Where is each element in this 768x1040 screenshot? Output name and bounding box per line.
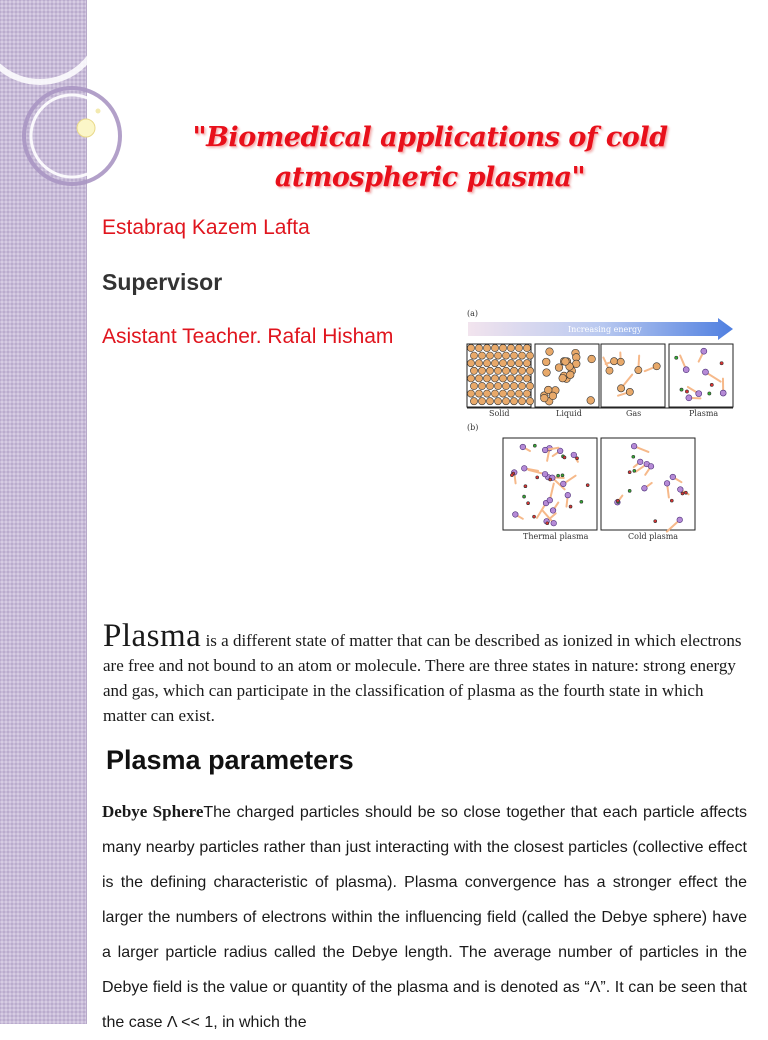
particle [510,382,517,389]
particle [684,491,687,494]
particle [576,457,579,460]
supervisor-label: Supervisor [102,269,222,296]
particle [523,344,530,351]
particle [515,375,522,382]
particle [685,390,688,393]
energy-arrow-label: Increasing energy [568,325,642,334]
particle [720,390,726,396]
particle [520,444,526,450]
particle [542,471,548,477]
particle [654,520,657,523]
particle [507,390,514,397]
particle [557,474,560,477]
particle [499,344,506,351]
particle [475,360,482,367]
particle [491,344,498,351]
particle [510,367,517,374]
particle [483,344,490,351]
panel-cold-plasma [601,438,695,532]
particle [678,487,684,493]
particle [559,374,567,382]
particle [494,398,501,405]
particle [523,360,530,367]
particle [507,344,514,351]
particle [543,369,551,377]
debye-term: Debye Sphere [102,802,203,821]
particle [515,360,522,367]
particle [486,352,493,359]
particle [631,443,637,449]
particle [502,352,509,359]
particle [491,360,498,367]
particle [513,512,519,518]
particle [523,375,530,382]
particle [617,385,624,392]
particle [547,497,553,503]
particle [546,348,554,356]
intro-text: is a different state of matter that can be described as ionized in which electrons are free and not bound to an atom or molecule. There are three states in nature: strong energy and gas, which can participate in the classification of plasma as the fourth state in which matter can exist. [103,631,742,725]
panel-b-label: (b) [467,423,478,432]
particle [533,444,536,447]
particle [675,356,678,359]
section-heading: Plasma parameters [106,745,354,776]
particle [467,375,474,382]
debye-text: The charged particles should be so close together that each particle affects many nearby particles rather than just interacting with the closest particles (collective effect is the defining characteristic of plasma). Plasma convergence has a stronger effect the larger the numbers of electrons within the influencing field (called the Debye sphere) have a larger particle radius called the Debye length. The average number of particles in the Debye field is the value or quantity of the plasma and is denoted as “Λ”. It can be seen that the case Λ << 1, in which the [102,804,747,1031]
particle [526,382,533,389]
particle [494,367,501,374]
particle [628,471,631,474]
panel-thermal-plasma [503,438,597,530]
particle [686,395,692,401]
particle [542,358,550,366]
particle [616,499,619,502]
particle [628,489,631,492]
particle [586,484,589,487]
particle [701,348,707,354]
debye-paragraph [102,794,747,1040]
particle [502,382,509,389]
particle [510,352,517,359]
particle [483,375,490,382]
particle [633,469,636,472]
particle [507,360,514,367]
particle [562,358,570,366]
particle [587,397,595,405]
particle [478,352,485,359]
particle [555,364,563,372]
particle [475,375,482,382]
particle [588,355,596,363]
particle [518,398,525,405]
particle [470,398,477,405]
particle [475,390,482,397]
particle [549,478,552,481]
particle [467,344,474,351]
particle [546,522,549,525]
particle [491,390,498,397]
particle [502,398,509,405]
particle [518,367,525,374]
intro-paragraph [103,624,743,728]
particle [510,398,517,405]
particle [551,520,557,526]
particle [680,388,683,391]
particle [606,367,613,374]
particle [637,459,643,465]
panel-solid [467,344,534,407]
particle [565,492,571,498]
state-label-liquid: Liquid [556,409,582,418]
particle [648,464,654,470]
particle [518,352,525,359]
particle [523,390,530,397]
particle [518,382,525,389]
particle [541,394,549,402]
particle [526,398,533,405]
particle [494,352,501,359]
particle [478,398,485,405]
panel-plasma [669,344,733,407]
particle [526,367,533,374]
particle [681,492,684,495]
particle [664,481,670,487]
particle [515,344,522,351]
particle [491,375,498,382]
particle [486,367,493,374]
particle [524,485,527,488]
particle [527,502,530,505]
particle [510,474,513,477]
particle [670,499,673,502]
particle [536,476,539,479]
state-label-plasma: Plasma [689,409,718,418]
particle [571,452,577,458]
particle [580,500,583,503]
author-name: Estabraq Kazem Lafta [102,216,310,240]
particle [626,388,633,395]
decorative-sidebar [0,0,87,1024]
particle [478,382,485,389]
particle [483,360,490,367]
panel-a-label: (a) [467,309,478,318]
particle [549,392,557,400]
particle [521,466,527,472]
particle [486,382,493,389]
particle [470,367,477,374]
state-label-gas: Gas [626,409,641,418]
particle [632,455,635,458]
particle [560,481,566,487]
particle [507,375,514,382]
particle [515,390,522,397]
panel-gas [601,344,665,407]
particle [470,352,477,359]
particle [467,390,474,397]
particle [569,505,572,508]
particle [610,358,617,365]
particle [550,508,556,514]
particle [720,362,723,365]
supervisor-name: Asistant Teacher. Rafal Hisham [102,325,393,349]
panel-liquid [535,344,599,407]
particle [502,367,509,374]
particle [708,392,711,395]
particle [696,391,702,397]
particle [526,352,533,359]
particle [566,371,574,379]
particle [467,360,474,367]
thermal-plasma-label: Thermal plasma [523,532,589,541]
particle [478,367,485,374]
intro-lead-word: Plasma [103,618,201,654]
particle [486,398,493,405]
particle [677,517,683,523]
particle [617,358,624,365]
particle [635,366,642,373]
particle [557,448,563,454]
particle [653,363,660,370]
particle [475,344,482,351]
particle [483,390,490,397]
particle [642,485,648,491]
cold-plasma-label: Cold plasma [628,532,678,541]
particle [670,474,676,480]
particle [499,360,506,367]
particle [523,495,526,498]
particle [499,375,506,382]
particle [542,447,548,453]
particle [494,382,501,389]
particle [533,515,536,518]
particle [702,369,708,375]
states-of-matter-figure [463,306,743,546]
particle [561,474,564,477]
particle [563,456,566,459]
particle [499,390,506,397]
slide-title: "Biomedical applications of cold atmospheric plasma" [120,118,740,198]
particle [683,367,689,373]
particle [710,383,713,386]
particle [470,382,477,389]
state-label-solid: Solid [489,409,510,418]
